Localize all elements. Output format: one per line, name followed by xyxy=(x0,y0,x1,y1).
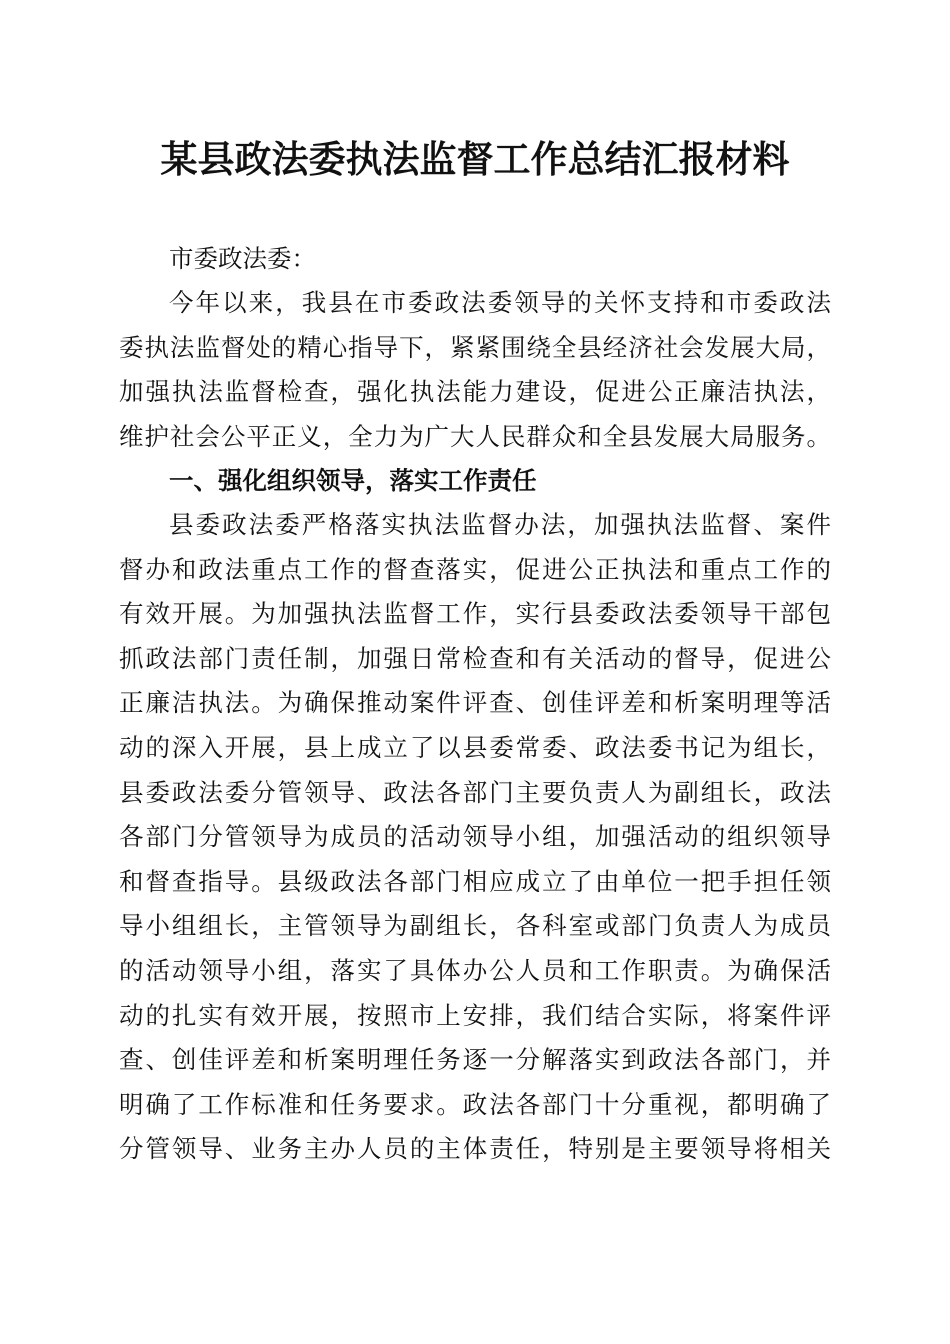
paragraph-line: 查、创佳评差和析案明理任务逐一分解落实到政法各部门，并 xyxy=(119,1045,831,1075)
paragraph-line: 分管领导、业务主办人员的主体责任，特别是主要领导将相关 xyxy=(119,1134,831,1164)
paragraph-intro xyxy=(119,281,831,459)
paragraph-line: 督办和政法重点工作的督查落实，促进公正执法和重点工作的 xyxy=(119,554,831,584)
paragraph-line: 加强执法监督检查，强化执法能力建设，促进公正廉洁执法， xyxy=(119,377,831,407)
paragraph-line: 各部门分管领导为成员的活动领导小组，加强活动的组织领导 xyxy=(119,822,831,852)
paragraph-line: 的活动领导小组，落实了具体办公人员和工作职责。为确保活 xyxy=(119,955,831,985)
paragraph-line: 和督查指导。县级政法各部门相应成立了由单位一把手担任领 xyxy=(119,866,831,896)
paragraph-line: 导小组组长，主管领导为副组长，各科室或部门负责人为成员 xyxy=(119,911,831,941)
paragraph-line: 委执法监督处的精心指导下，紧紧围绕全县经济社会发展大局， xyxy=(119,332,831,362)
paragraph-line: 维护社会公平正义，全力为广大人民群众和全县发展大局服务。 xyxy=(119,421,831,451)
section-heading: 一、强化组织领导，落实工作责任 xyxy=(169,466,537,495)
paragraph-line: 有效开展。为加强执法监督工作，实行县委政法委领导干部包 xyxy=(119,599,831,629)
paragraph-line: 县委政法委分管领导、政法各部门主要负责人为副组长，政法 xyxy=(119,777,831,807)
paragraph-line: 今年以来，我县在市委政法委领导的关怀支持和市委政法 xyxy=(169,288,831,317)
paragraph-line: 明确了工作标准和任务要求。政法各部门十分重视，都明确了 xyxy=(119,1089,831,1119)
paragraph-line: 抓政法部门责任制，加强日常检查和有关活动的督导，促进公 xyxy=(119,643,831,673)
document-title: 某县政法委执法监督工作总结汇报材料 xyxy=(160,137,790,181)
salutation xyxy=(119,237,831,282)
paragraph-line: 正廉洁执法。为确保推动案件评查、创佳评差和析案明理等活 xyxy=(119,688,831,718)
paragraph-line: 县委政法委严格落实执法监督办法，加强执法监督、案件 xyxy=(169,510,831,539)
paragraph-section1 xyxy=(119,503,831,1172)
paragraph-line: 动的深入开展，县上成立了以县委常委、政法委书记为组长， xyxy=(119,732,831,762)
salutation-text: 市委政法委： xyxy=(169,244,316,273)
paragraph-line: 动的扎实有效开展，按照市上安排，我们结合实际，将案件评 xyxy=(119,1000,831,1030)
